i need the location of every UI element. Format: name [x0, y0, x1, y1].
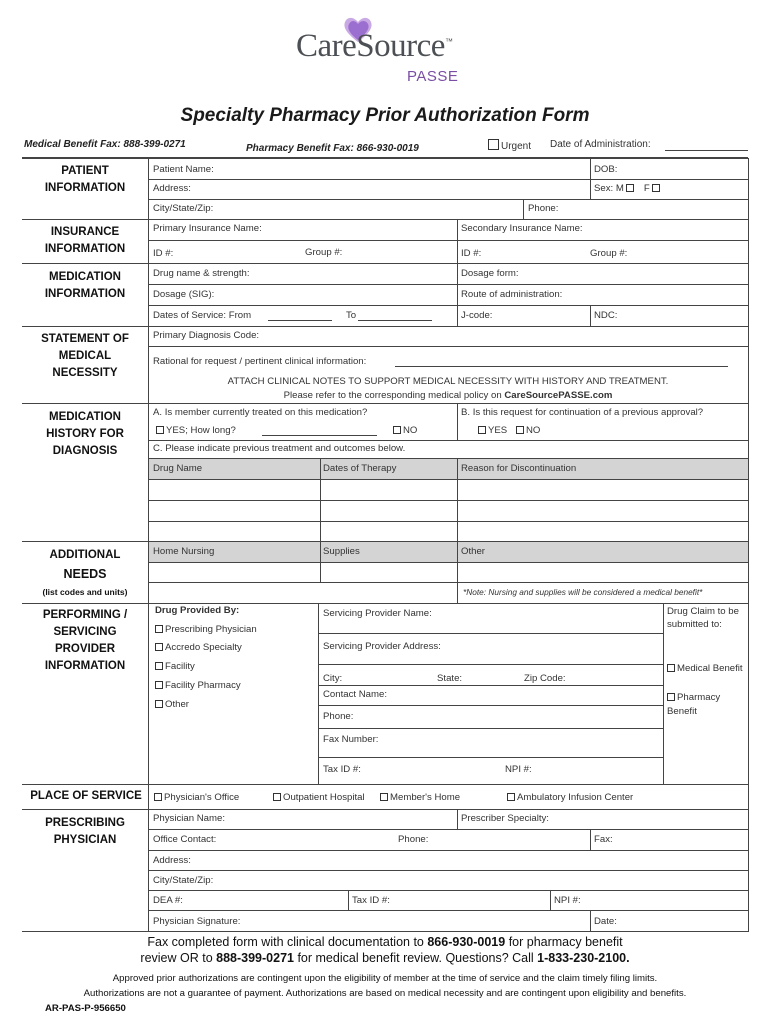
dates-from-field[interactable]: Dates of Service: From: [153, 310, 252, 321]
provider-taxid-field[interactable]: Tax ID #:: [323, 764, 361, 775]
footer-line-1: Fax completed form with clinical documentation to 866-930-0019 for pharmacy benefit: [147, 935, 623, 949]
row-line: [148, 199, 748, 200]
signature-date-field[interactable]: Date:: [594, 916, 617, 927]
ndc-field[interactable]: NDC:: [594, 310, 618, 321]
row-line: [148, 179, 748, 180]
row-line: [148, 240, 748, 241]
section-divider: [22, 219, 748, 220]
jcode-field[interactable]: J-code:: [461, 310, 493, 321]
col-line: [590, 305, 591, 327]
question-c: C. Please indicate previous treatment and outcomes below.: [153, 443, 406, 454]
id-field[interactable]: ID #:: [153, 248, 174, 259]
col-line: [590, 829, 591, 850]
how-long-line[interactable]: [262, 435, 377, 436]
provider-zip-field[interactable]: Zip Code:: [524, 673, 566, 684]
dea-field[interactable]: DEA #:: [153, 895, 183, 906]
col-line: [457, 541, 458, 603]
section-prescribing: PRESCRIBING PHYSICIAN: [45, 817, 125, 846]
history-table-header-bg: [149, 459, 748, 479]
col-home-nursing: Home Nursing: [153, 546, 215, 557]
pos-members-home[interactable]: Member's Home: [380, 792, 460, 803]
row-line: [148, 284, 748, 285]
footer-disclaimer-1: Approved prior authorizations are contingent upon the eligibility of member at the time of service and the claim timely filing limits.: [112, 973, 658, 984]
table-row[interactable]: [148, 500, 748, 501]
section-additional: ADDITIONAL NEEDS (list codes and units): [42, 549, 128, 597]
servicing-provider-name-field[interactable]: Servicing Provider Name:: [323, 608, 432, 619]
dosage-sig-field[interactable]: Dosage (SIG):: [153, 289, 215, 300]
pharmacy-fax: Pharmacy Benefit Fax: 866-930-0019: [246, 143, 419, 154]
col-line: [457, 809, 458, 829]
group2-field[interactable]: Group #:: [590, 248, 628, 259]
claim-pharmacy-benefit[interactable]: Pharmacy Benefit: [667, 692, 721, 717]
row-line: [148, 562, 748, 563]
route-field[interactable]: Route of administration:: [461, 289, 563, 300]
prescriber-address-field[interactable]: Address:: [153, 855, 191, 866]
col-line: [590, 910, 591, 931]
footer-line-2: review OR to 888-399-0271 for medical benefit review. Questions? Call 1-833-230-2100.: [140, 951, 630, 965]
col-line: [590, 158, 591, 200]
primary-insurance-field[interactable]: Primary Insurance Name:: [153, 223, 262, 234]
question-a: A. Is member currently treated on this medication?: [153, 407, 368, 418]
contact-name-field[interactable]: Contact Name:: [323, 689, 387, 700]
col-line: [457, 403, 458, 441]
prescriber-fax-field[interactable]: Fax:: [594, 834, 613, 845]
dob-field[interactable]: DOB:: [594, 164, 618, 175]
right-border: [748, 158, 749, 932]
servicing-provider-address-field[interactable]: Servicing Provider Address:: [323, 641, 441, 652]
pos-ambulatory-infusion[interactable]: Ambulatory Infusion Center: [507, 792, 633, 803]
from-line[interactable]: [268, 320, 332, 321]
section-divider: [22, 326, 748, 327]
brand-subtitle: PASSE: [407, 68, 459, 85]
form-bottom-border: [22, 931, 748, 932]
row-line: [148, 870, 748, 871]
row-line: [318, 757, 663, 758]
city-state-zip-field[interactable]: City/State/Zip:: [153, 203, 214, 214]
row-line: [148, 305, 748, 306]
provider-state-field[interactable]: State:: [437, 673, 463, 684]
diagnosis-code-field[interactable]: Primary Diagnosis Code:: [153, 330, 260, 341]
section-medication: MEDICATION INFORMATION: [44, 271, 126, 300]
medical-fax: Medical Benefit Fax: 888-399-0271: [24, 139, 186, 150]
form-code: AR-PAS-P-956650: [45, 1003, 126, 1014]
section-divider: [22, 263, 748, 264]
row-line: [318, 728, 663, 729]
section-performing: PERFORMING / SERVICING PROVIDER INFORMATION: [42, 609, 128, 672]
fax-number-field[interactable]: Fax Number:: [323, 734, 379, 745]
footer-disclaimer-2: Authorizations are not a guarantee of payment. Authorizations are based on medical necessity and are contingent upon eligibility and benefits.: [83, 988, 687, 999]
to-field[interactable]: To: [346, 310, 357, 321]
yes-checkbox-b[interactable]: YES: [478, 425, 507, 436]
row-line: [148, 440, 748, 441]
form-top-border: [22, 157, 748, 159]
address-field[interactable]: Address:: [153, 183, 191, 194]
no-checkbox-a[interactable]: NO: [393, 425, 417, 436]
col-reason-discontinuation: Reason for Discontinuation: [461, 463, 577, 474]
nursing-note: *Note: Nursing and supplies will be considered a medical benefit*: [463, 587, 703, 597]
opt-facility-pharmacy[interactable]: Facility Pharmacy: [155, 680, 241, 691]
col-drug-name: Drug Name: [153, 463, 203, 474]
section-history: MEDICATION HISTORY FOR DIAGNOSIS: [46, 411, 124, 457]
opt-other[interactable]: Other: [155, 699, 189, 710]
phone-field[interactable]: Phone:: [528, 203, 559, 214]
prescriber-specialty-field[interactable]: Prescriber Specialty:: [461, 813, 549, 824]
physician-signature-field[interactable]: Physician Signature:: [153, 916, 241, 927]
date-admin-line[interactable]: [665, 150, 748, 151]
urgent-checkbox[interactable]: Urgent: [488, 139, 531, 152]
id2-field[interactable]: ID #:: [461, 248, 482, 259]
drug-name-field[interactable]: Drug name & strength:: [153, 268, 250, 279]
row-line: [148, 910, 748, 911]
claim-medical-benefit[interactable]: Medical Benefit: [667, 662, 747, 676]
section-divider: [22, 403, 748, 404]
drug-provided-by-label: Drug Provided By:: [155, 605, 240, 616]
row-line: [148, 829, 748, 830]
col-line: [348, 890, 349, 910]
provider-phone-field[interactable]: Phone:: [323, 711, 354, 722]
section-divider: [22, 784, 748, 785]
row-line: [148, 479, 748, 480]
pos-physicians-office[interactable]: Physician's Office: [154, 792, 239, 803]
table-row[interactable]: [148, 521, 748, 522]
provider-city-field[interactable]: City:: [323, 673, 343, 684]
section-place: PLACE OF SERVICE: [30, 790, 142, 802]
provider-npi-field[interactable]: NPI #:: [505, 764, 532, 775]
row-line: [318, 705, 663, 706]
col-supplies: Supplies: [323, 546, 360, 557]
prescriber-taxid-field[interactable]: Tax ID #:: [352, 895, 390, 906]
to-line[interactable]: [358, 320, 432, 321]
row-line: [318, 633, 663, 634]
row-line: [318, 664, 663, 665]
rational-line[interactable]: [395, 366, 728, 367]
section-divider: [22, 809, 748, 810]
row-line: [148, 890, 748, 891]
pos-outpatient-hospital[interactable]: Outpatient Hospital: [273, 792, 365, 803]
office-contact-field[interactable]: Office Contact:: [153, 834, 217, 845]
col-line: [457, 219, 458, 327]
opt-accredo-specialty[interactable]: Accredo Specialty: [155, 642, 242, 653]
date-of-administration-label: Date of Administration:: [550, 139, 651, 150]
rational-field[interactable]: Rational for request / pertinent clinical information:: [153, 356, 367, 367]
row-line: [148, 346, 748, 347]
sex-field[interactable]: Sex: M F: [594, 183, 662, 194]
patient-name-field[interactable]: Patient Name:: [153, 164, 214, 175]
col-line: [663, 603, 664, 784]
col-line: [523, 199, 524, 219]
prescriber-npi-field[interactable]: NPI #:: [554, 895, 581, 906]
brand-name: CareSource™: [296, 28, 453, 64]
row-line: [148, 458, 748, 459]
prescriber-city-field[interactable]: City/State/Zip:: [153, 875, 214, 886]
group-field[interactable]: Group #:: [305, 247, 343, 258]
prescriber-phone-field[interactable]: Phone:: [398, 834, 429, 845]
physician-name-field[interactable]: Physician Name:: [153, 813, 225, 824]
additional-header-bg: [149, 542, 748, 562]
form-title: Specialty Pharmacy Prior Authorization Form: [180, 105, 590, 126]
question-b: B. Is this request for continuation of a previous approval?: [461, 407, 704, 418]
yes-how-long-checkbox[interactable]: YES; How long?: [156, 425, 236, 436]
section-divider: [22, 603, 748, 604]
row-line: [318, 685, 663, 686]
drug-claim-label: Drug Claim to be submitted to:: [667, 606, 739, 630]
section-necessity: STATEMENT OF MEDICAL NECESSITY: [41, 333, 129, 379]
opt-prescribing-physician[interactable]: Prescribing Physician: [155, 624, 257, 635]
section-insurance: INSURANCE INFORMATION: [44, 226, 126, 255]
row-line: [148, 850, 748, 851]
attach-notice: ATTACH CLINICAL NOTES TO SUPPORT MEDICAL NECESSITY WITH HISTORY AND TREATMENT.: [227, 376, 669, 387]
opt-facility[interactable]: Facility: [155, 661, 195, 672]
col-dates-therapy: Dates of Therapy: [323, 463, 397, 474]
col-other: Other: [461, 546, 485, 557]
col-line: [550, 890, 551, 910]
no-checkbox-b[interactable]: NO: [516, 425, 540, 436]
policy-notice: Please refer to the corresponding medical policy on CareSourcePASSE.com: [283, 390, 613, 401]
dosage-form-field[interactable]: Dosage form:: [461, 268, 519, 279]
table-row[interactable]: [148, 582, 748, 583]
secondary-insurance-field[interactable]: Secondary Insurance Name:: [461, 223, 583, 234]
section-patient: PATIENT INFORMATION: [44, 165, 126, 194]
